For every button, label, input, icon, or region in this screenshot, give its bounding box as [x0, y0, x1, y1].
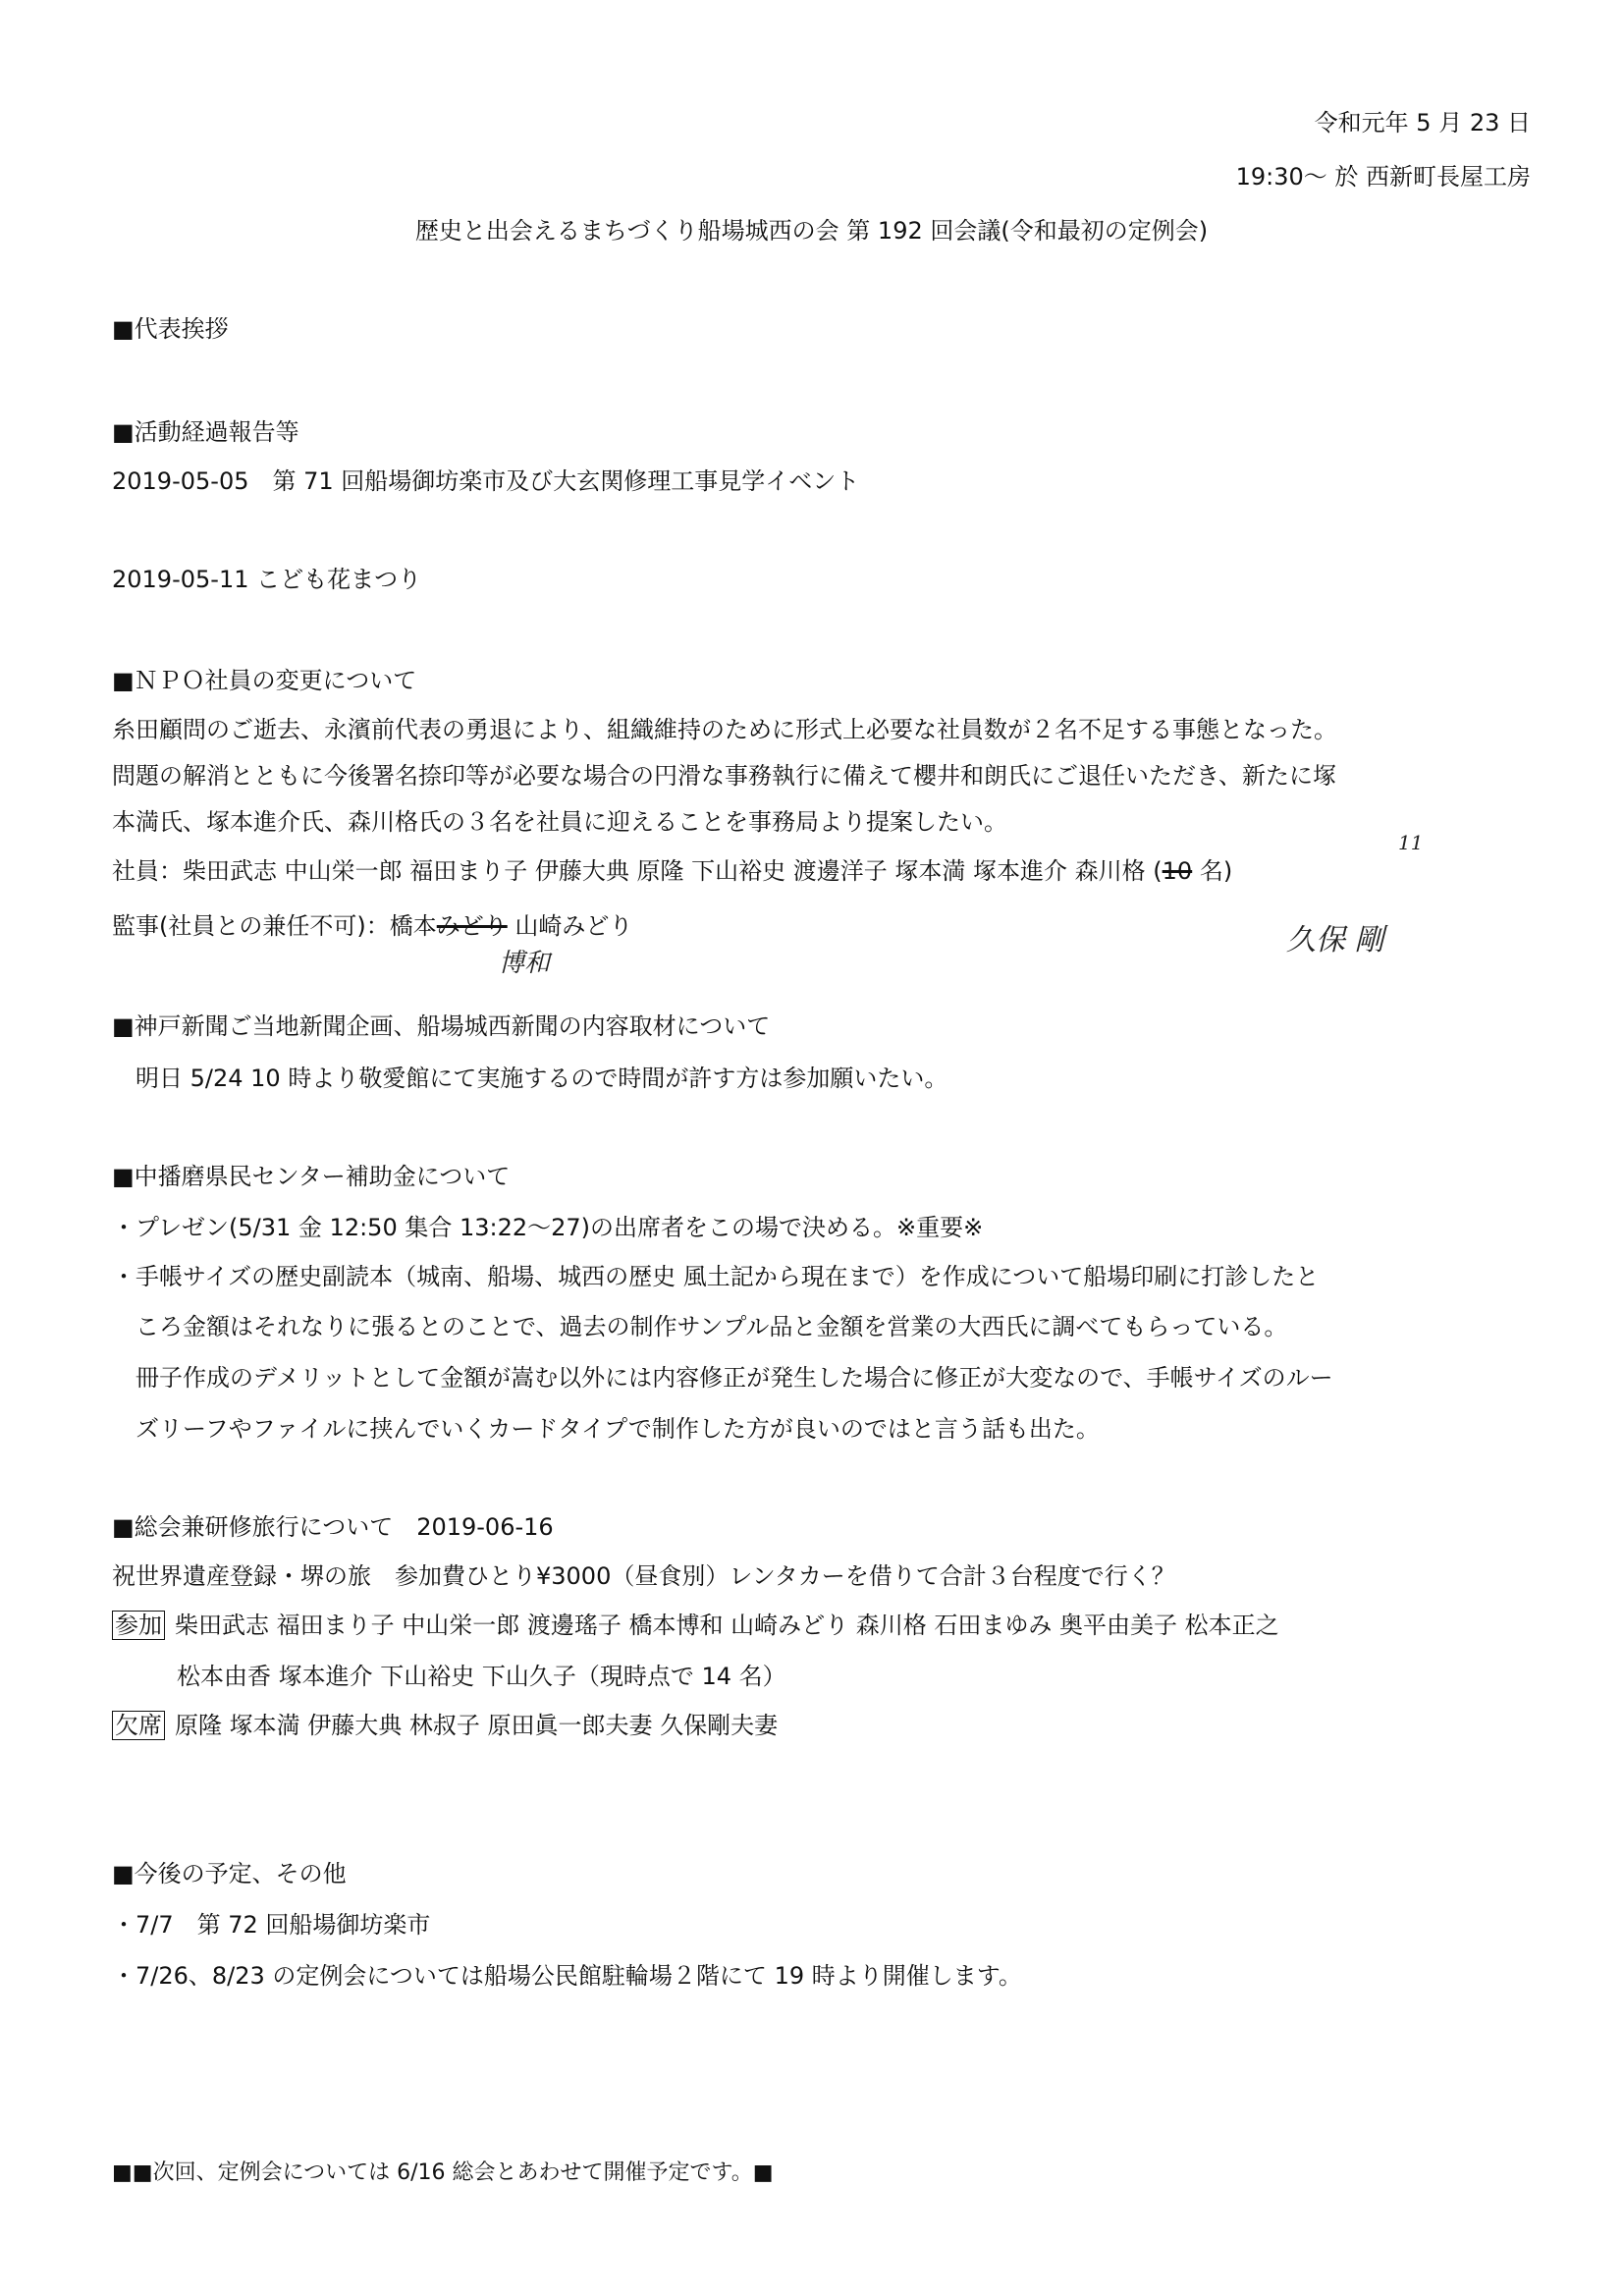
npo-line: 糸田顧問のご逝去、永濱前代表の勇退により、組織維持のために形式上必要な社員数が２名不足する事態となった。: [112, 716, 1337, 743]
auditor-prefix: 監事(社員との兼任不可)：橋本: [112, 912, 437, 940]
auditor-handwritten-extra: 久保 剛: [1286, 923, 1384, 957]
npo-line: 問題の解消とともに今後署名捺印等が必要な場合の円滑な事務執行に備えて櫻井和朗氏にご退任いただき、新たに塚: [112, 762, 1337, 790]
kobe-heading: ■神戸新聞ご当地新聞企画、船場城西新聞の内容取材について: [112, 1012, 771, 1040]
auditor-handwritten-name: 博和: [499, 949, 551, 978]
members-count-struck: 10: [1162, 857, 1193, 885]
subsidy-line: ズリーフやファイルに挟んでいくカードタイプで制作した方が良いのではと言う話も出た。: [135, 1415, 1100, 1443]
npo-heading: ■ＮＰＯ社員の変更について: [112, 667, 417, 694]
npo-auditor: [112, 911, 632, 941]
subsidy-line: ・手帳サイズの歴史副読本（城南、船場、城西の歴史 風土記から現在まで）を作成について船場印刷に打診したと: [112, 1263, 1320, 1290]
activity-item: 2019-05-05 第 71 回船場御坊楽市及び大玄関修理工事見学イベント: [112, 467, 860, 495]
greeting-heading: ■代表挨拶: [112, 315, 229, 343]
activity-item: 2019-05-11 こども花まつり: [112, 566, 422, 593]
kobe-line: 明日 5/24 10 時より敬愛館にて実施するので時間が許す方は参加願いたい。: [135, 1065, 948, 1092]
subsidy-heading: ■中播磨県民センター補助金について: [112, 1163, 511, 1190]
future-line: ・7/7 第 72 回船場御坊楽市: [112, 1911, 431, 1939]
trip-line: 祝世界遺産登録・堺の旅 参加費ひとり¥3000（昼食別）レンタカーを借りて合計３台程度で行く？: [112, 1562, 1175, 1590]
footer-note: ■■次回、定例会については 6/16 総会とあわせて開催予定です。■: [112, 2160, 774, 2185]
trip-heading: ■総会兼研修旅行について 2019-06-16: [112, 1513, 554, 1541]
subsidy-line: ・プレゼン(5/31 金 12:50 集合 13:22～27)の出席者をこの場で決める。※重要※: [112, 1214, 984, 1241]
absent-label: 欠席: [112, 1711, 165, 1740]
attend-names: 柴田武志 福田まり子 中山栄一郎 渡邊瑤子 橋本博和 山崎みどり 森川格 石田まゆみ 奥平由美子 松本正之: [175, 1612, 1279, 1639]
members-suffix: 名): [1192, 857, 1233, 885]
npo-members: [112, 856, 1232, 886]
future-line: ・7/26、8/23 の定例会については船場公民館駐輪場２階にて 19 時より開催します。: [112, 1962, 1022, 1990]
attend-label: 参加: [112, 1611, 165, 1640]
absent-names: 原隆 塚本満 伊藤大典 林叔子 原田眞一郎夫妻 久保剛夫妻: [175, 1712, 779, 1739]
subsidy-line: ころ金額はそれなりに張るとのことで、過去の制作サンプル品と金額を営業の大西氏に調べてもらっている。: [135, 1313, 1288, 1340]
future-heading: ■今後の予定、その他: [112, 1860, 347, 1887]
npo-line: 本満氏、塚本進介氏、森川格氏の３名を社員に迎えることを事務局より提案したい。: [112, 808, 1007, 836]
time-place: 19:30～ 於 西新町長屋工房: [1235, 163, 1531, 191]
trip-attend-cont: 松本由香 塚本進介 下山裕史 下山久子（現時点で 14 名）: [177, 1663, 786, 1690]
activity-heading: ■活動経過報告等: [112, 418, 299, 446]
date: 令和元年 5 月 23 日: [1314, 109, 1531, 137]
trip-absent: [112, 1711, 778, 1740]
auditor-struck: みどり: [436, 912, 508, 940]
meeting-title: 歴史と出会えるまちづくり船場城西の会 第 192 回会議(令和最初の定例会): [414, 217, 1209, 245]
members-count-handwritten: 11: [1398, 831, 1424, 854]
members-list: 社員：柴田武志 中山栄一郎 福田まり子 伊藤大典 原隆 下山裕史 渡邊洋子 塚本満 塚本進介 森川格 (: [112, 857, 1163, 885]
auditor-after: 山崎みどり: [507, 912, 633, 940]
trip-attend: [112, 1611, 1279, 1640]
subsidy-line: 冊子作成のデメリットとして金額が嵩む以外には内容修正が発生した場合に修正が大変なので、手帳サイズのルー: [135, 1364, 1333, 1392]
